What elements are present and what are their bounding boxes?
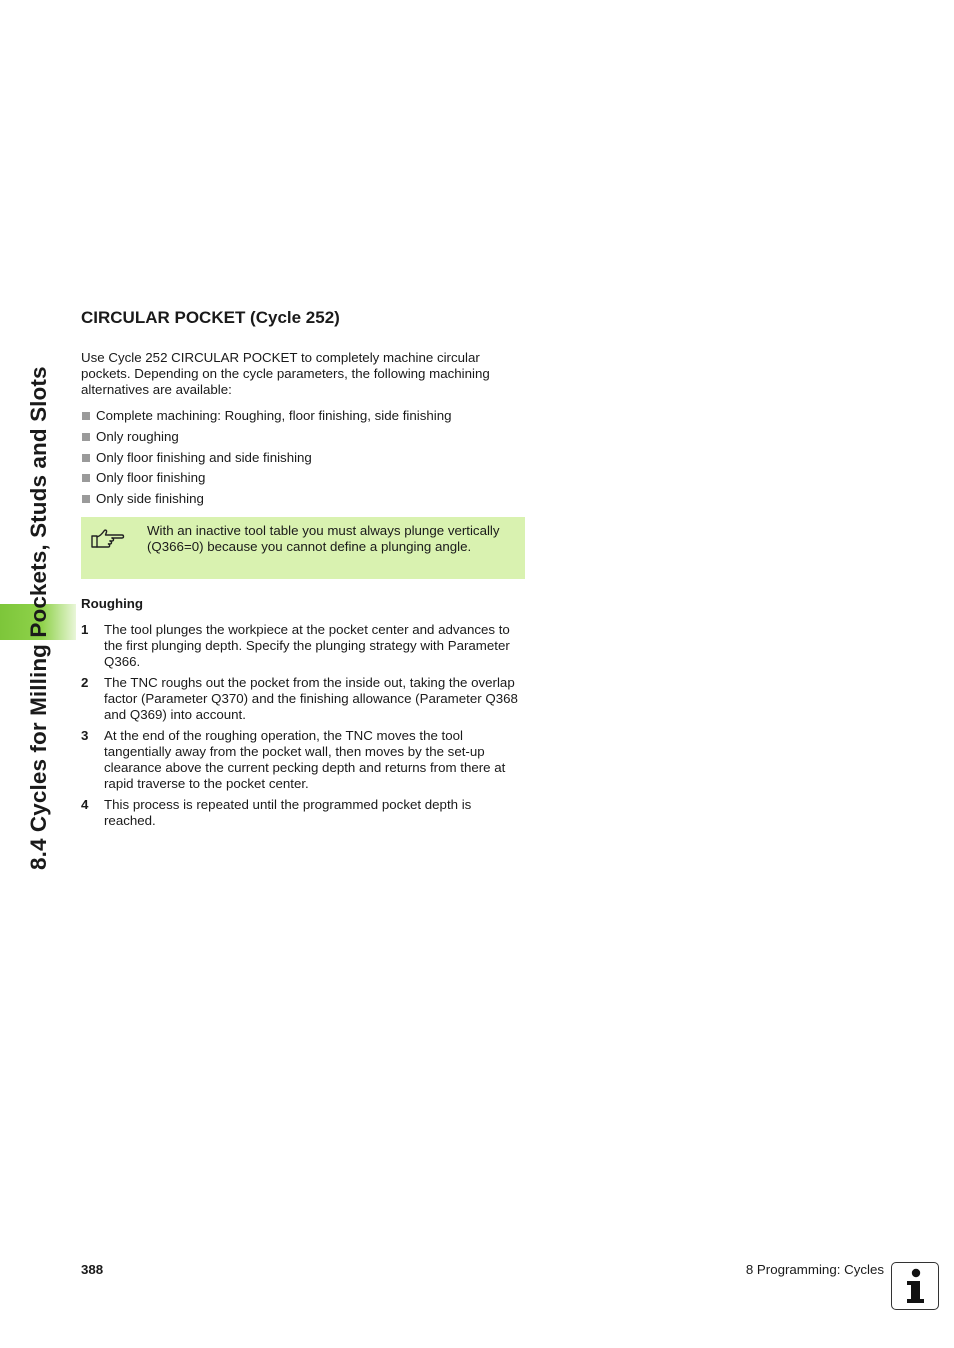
step-number: 4 — [81, 797, 89, 813]
bullet-square-icon — [82, 474, 90, 482]
section-title: CIRCULAR POCKET (Cycle 252) — [81, 308, 340, 327]
list-item — [81, 675, 525, 723]
info-glyph-icon — [892, 1263, 937, 1308]
info-icon — [891, 1262, 939, 1310]
chapter-label: 8 Programming: Cycles — [745, 1262, 884, 1277]
sidebar-section-title: 8.4 Cycles for Milling Pockets, Studs and Slots — [26, 366, 51, 870]
bullet-square-icon — [82, 412, 90, 420]
step-text: The TNC roughs out the pocket from the inside out, taking the overlap factor (Parameter Q370) and the finishing allowance (Parameter Q368 and Q369) into account. — [104, 675, 518, 723]
list-item: Complete machining: Roughing, floor finishing, side finishing — [81, 408, 525, 424]
list-item: Only side finishing — [81, 491, 525, 507]
page-number: 388 — [81, 1262, 104, 1277]
bullet-square-icon — [82, 454, 90, 462]
step-text: This process is repeated until the programmed pocket depth is reached. — [104, 797, 472, 829]
step-number: 3 — [81, 728, 89, 744]
list-item: Only floor finishing and side finishing — [81, 450, 525, 466]
list-item — [81, 622, 525, 670]
note-text: With an inactive tool table you must always plunge vertically (Q366=0) because you cannot define a plunging angle. — [147, 523, 500, 555]
step-text: At the end of the roughing operation, the TNC moves the tool tangentially away from the pocket wall, then moves by the set-up clearance above the current pecking depth and returns from there at rapid traverse to the pocket center. — [104, 728, 506, 792]
list-item: Only floor finishing — [81, 470, 525, 486]
list-item — [81, 797, 525, 829]
alternatives-list — [81, 408, 525, 507]
main-content — [81, 306, 525, 834]
list-item: Only roughing — [81, 429, 525, 445]
step-number: 1 — [81, 622, 89, 638]
roughing-steps — [81, 622, 525, 829]
bullet-square-icon — [82, 433, 90, 441]
note-box — [81, 517, 525, 579]
intro-paragraph: Use Cycle 252 CIRCULAR POCKET to completely machine circular pockets. Depending on the cycle parameters, the following machining alternatives are available: — [81, 350, 490, 397]
bullet-square-icon — [82, 495, 90, 503]
step-number: 2 — [81, 675, 89, 691]
pointing-hand-icon — [90, 527, 126, 551]
list-item — [81, 728, 525, 792]
step-text: The tool plunges the workpiece at the pocket center and advances to the first plunging depth. Specify the plunging strategy with Parameter Q366. — [104, 622, 510, 670]
roughing-heading: Roughing — [81, 596, 144, 612]
